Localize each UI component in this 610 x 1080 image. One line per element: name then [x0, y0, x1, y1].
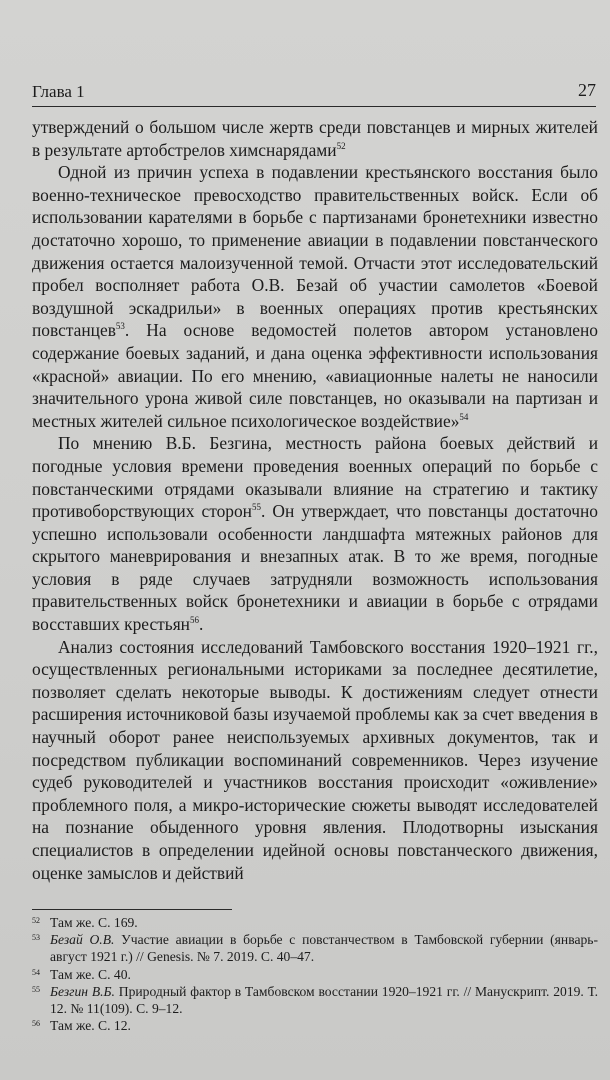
footnote-text: Участие авиации в борьбе с повстанчеством в Тамбовской губернии (январь-август 1921 г.) // Genesis. № 7. 2019. С. 40–47. — [50, 932, 599, 965]
footnote — [32, 914, 598, 931]
footnote-mark: 56 — [32, 1019, 40, 1029]
footnote-mark: 55 — [32, 984, 40, 994]
footnote-author: Безгин В.Б. — [50, 983, 115, 999]
paragraph-text: . — [199, 614, 204, 635]
footnote-ref: 52 — [336, 140, 346, 151]
footnote-mark: 53 — [32, 933, 40, 943]
footnotes — [32, 914, 598, 1034]
paragraph — [32, 161, 598, 432]
footnote-ref: 56 — [190, 615, 199, 626]
footnote — [32, 1017, 598, 1034]
footnote — [32, 966, 598, 983]
paragraph — [32, 432, 598, 635]
paragraph-text: Анализ состояния исследований Тамбовского восстания 1920–1921 гг., осуществленных региональными историками за последнее десятилетие, позволяет сделать некоторые выводы. К достижениям следует отнести расширения источниковой базы изучаемой проблемы как за счет введения в научный оборот ранее неиспользуемых архивных документов, так и посредством публикации воспоминаний современников. Через изучение судеб руководителей и участников восстания происходит «оживление» проблемного поля, а микро-исторические сюжеты выводят исследователей на познание обыденного уровня явления. Плодотворны изыскания специалистов в определении идейной основы повстанческого движения, оценке замыслов и действий — [32, 636, 598, 883]
paragraph-text: По мнению В.Б. Безгина, местность района боевых действий и погодные условия времени проведения военных операций по борьбе с повстанческими отрядами оказывали влияние на стратегию и тактику противоборствующих сторон — [32, 433, 598, 522]
footnote-author: Безай О.В. — [50, 932, 115, 948]
footnote-text: Там же. С. 169. — [50, 915, 138, 930]
footnote-mark: 52 — [32, 916, 40, 925]
footnote-ref: 54 — [459, 411, 469, 422]
running-header — [32, 72, 596, 107]
main-text — [32, 116, 598, 884]
paragraph-text: . Он утверждает, что повстанцы достаточно успешно использовали особенности ландшафта мятежных районов для скрытого маневрирования и внезапных атак. В то же время, погодные условия в ряде случаев затрудняли возможность использования правительственных войск бронетехники и авиации в борьбе с отрядами восставших крестьян — [32, 501, 598, 635]
paragraph — [32, 636, 598, 885]
footnote-divider — [32, 909, 232, 910]
footnote-ref: 53 — [115, 321, 125, 332]
chapter-title: Глава 1 — [32, 82, 85, 101]
footnote-text: Там же. С. 12. — [50, 1018, 131, 1034]
footnote-text: Там же. С. 40. — [50, 966, 131, 982]
paragraph-text: утверждений о большом числе жертв среди повстанцев и мирных жителей в результате артобстрелов химснарядами — [32, 117, 598, 160]
paragraph — [32, 116, 598, 161]
footnote-text: Природный фактор в Тамбовском восстании 1920–1921 гг. // Манускрипт. 2019. Т. 12. № 11(109). С. 9–12. — [50, 983, 598, 1017]
paragraph-text: Одной из причин успеха в подавлении крестьянского восстания было военно-техническое превосходство правительственных войск. Если об использовании карателями в борьбе с партизанами бронетехники известно достаточно хорошо, то применение авиации в подавлении повстанческого движения остается малоизученной темой. Отчасти этот исследовательский пробел восполняет работа О.В. Безай об участии самолетов «Боевой воздушной эскадрильи» в военных операциях против крестьянских повстанцев — [32, 162, 598, 341]
footnote-ref: 55 — [251, 502, 261, 513]
footnote-mark: 54 — [32, 967, 40, 977]
footnote — [32, 983, 598, 1017]
footnote — [32, 931, 598, 965]
paragraph-text: . На основе ведомостей полетов автором установлено содержание боевых заданий, и дана оценка эффективности использования «красной» авиации. По его мнению, «авиационные налеты не наносили значительного урона живой силе повстанцев, но оказывали на партизан и местных жителей сильное психологическое воздействие» — [32, 320, 598, 431]
page-number: 27 — [578, 80, 596, 100]
